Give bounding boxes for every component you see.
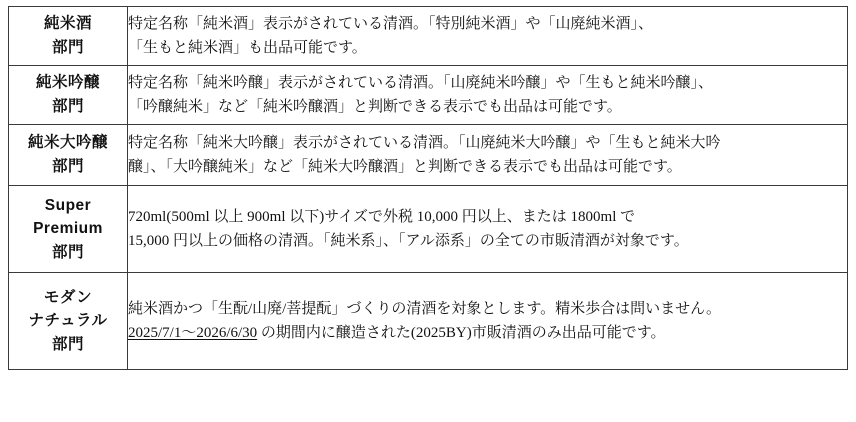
category-name-line: 純米吟醸 [35,74,100,92]
description-line: 特定名称「純米吟醸」表示がされている清酒。「山廃純米吟醸」や「生もと純米吟醸」、 [128,74,714,91]
category-name-line: 部門 [51,158,84,175]
category-description-cell [128,125,848,186]
description-line: 純米酒かつ「生酛/山廃/菩提酛」づくりの清酒を対象とします。精米歩合は問いません。 [128,300,722,317]
category-description-cell [128,7,848,66]
category-name-line: ナチュラル [28,312,108,330]
category-name-line: モダン [43,288,93,306]
category-name-cell [9,186,128,273]
period-date-text: 2025/7/1〜2026/6/30 [128,325,258,341]
description-line: 醸」、「大吟醸純米」など「純米大吟醸酒」と判断できる表示でも出品は可能です。 [128,159,682,175]
category-name-cell [9,66,128,125]
category-name-line: 純米酒 [43,15,92,33]
category-name-line: 部門 [51,243,84,261]
category-description-cell [128,186,848,273]
category-name-line: 部門 [51,335,84,353]
category-name-cell [9,125,128,186]
category-name-line: 部門 [51,39,84,56]
table-row [9,186,848,273]
category-name-line: Premium [33,220,103,238]
description-line: 特定名称「純米酒」表示がされている清酒。「特別純米酒」や「山廃純米酒」、 [128,15,654,32]
description-line: 720ml(500ml 以上 900ml 以下)サイズで外税 10,000 円以上、または 1800ml で [128,208,636,225]
category-description-cell [128,273,848,370]
description-line: 「吟醸純米」など「純米吟醸酒」と判断できる表示でも出品は可能です。 [128,99,622,115]
table-row [9,125,848,186]
category-name-cell [9,7,128,66]
period-tail-text: の期間内に醸造された(2025BY)市販清酒のみ出品可能です。 [257,325,666,341]
description-line: 「生もと純米酒」も出品可能です。 [128,40,367,56]
description-line-with-date [128,321,847,345]
description-line: 15,000 円以上の価格の清酒。「純米系」、「アル添系」の全ての市販清酒が対象です。 [128,233,689,249]
category-name-line: 純米大吟醸 [27,134,108,152]
table-body [9,7,848,370]
category-description-cell [128,66,848,125]
sake-categories-table [8,6,848,370]
category-name-cell [9,273,128,370]
description-line: 特定名称「純米大吟醸」表示がされている清酒。「山廃純米大吟醸」や「生もと純米大吟 [128,134,721,151]
category-name-line: 部門 [51,98,84,115]
table-row [9,273,848,370]
table-row [9,66,848,125]
category-name-line: Super [44,196,92,214]
table-row [9,7,848,66]
